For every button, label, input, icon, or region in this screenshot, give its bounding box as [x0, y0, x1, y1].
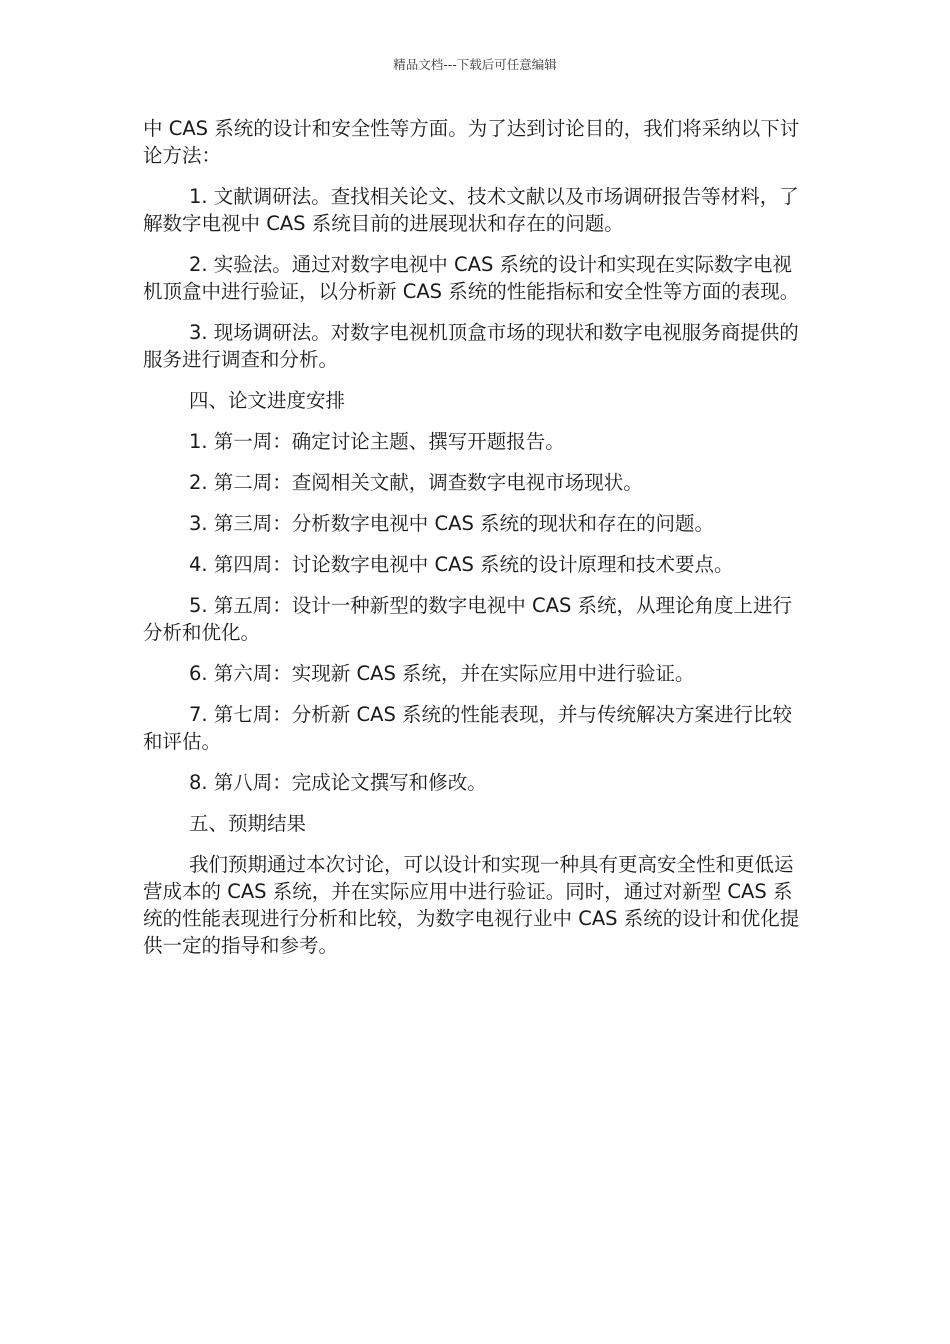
- schedule-item-week-4: 4. 第四周：讨论数字电视中 CAS 系统的设计原理和技术要点。: [189, 553, 734, 576]
- document-body: [143, 115, 811, 973]
- paragraph-method-experiment: 2. 实验法。通过对数字电视中 CAS 系统的设计和实现在实际数字电视机顶盒中进行验证，以分析新 CAS 系统的性能指标和安全性等方面的表现。: [143, 253, 800, 303]
- schedule-item-week-6: 6. 第六周：实现新 CAS 系统，并在实际应用中进行验证。: [189, 662, 695, 685]
- schedule-item-week-8: 8. 第八周：完成论文撰写和修改。: [189, 771, 487, 794]
- paragraph-research-scope: 中 CAS 系统的设计和安全性等方面。为了达到讨论目的，我们将采纳以下讨论方法：: [143, 117, 800, 167]
- schedule-item-week-7: 7. 第七周：分析新 CAS 系统的性能表现，并与传统解决方案进行比较和评估。: [143, 703, 793, 753]
- section-heading-schedule: 四、论文进度安排: [189, 389, 346, 412]
- paragraph-method-literature: 1. 文献调研法。查找相关论文、技术文献以及市场调研报告等材料，了解数字电视中 CAS 系统目前的进展现状和存在的问题。: [143, 185, 799, 235]
- schedule-item-week-5: 5. 第五周：设计一种新型的数字电视中 CAS 系统，从理论角度上进行分析和优化。: [143, 594, 793, 644]
- section-heading-expected-results: 五、预期结果: [189, 812, 307, 835]
- paragraph-expected-results: 我们预期通过本次讨论，可以设计和实现一种具有更高安全性和更低运营成本的 CAS 系统，并在实际应用中进行验证。同时，通过对新型 CAS 系统的性能表现进行分析和比较，为数字电视行业中 CAS 系统的设计和优化提供一定的指导和参考。: [143, 853, 800, 957]
- schedule-item-week-3: 3. 第三周：分析数字电视中 CAS 系统的现状和存在的问题。: [189, 512, 715, 535]
- schedule-item-week-1: 1. 第一周：确定讨论主题、撰写开题报告。: [189, 430, 565, 453]
- paragraph-method-field-research: 3. 现场调研法。对数字电视机顶盒市场的现状和数字电视服务商提供的服务进行调查和分析。: [143, 321, 799, 371]
- schedule-item-week-2: 2. 第二周：查阅相关文献，调查数字电视市场现状。: [189, 471, 643, 494]
- page-header: 精品文档---下载后可任意编辑: [393, 57, 557, 72]
